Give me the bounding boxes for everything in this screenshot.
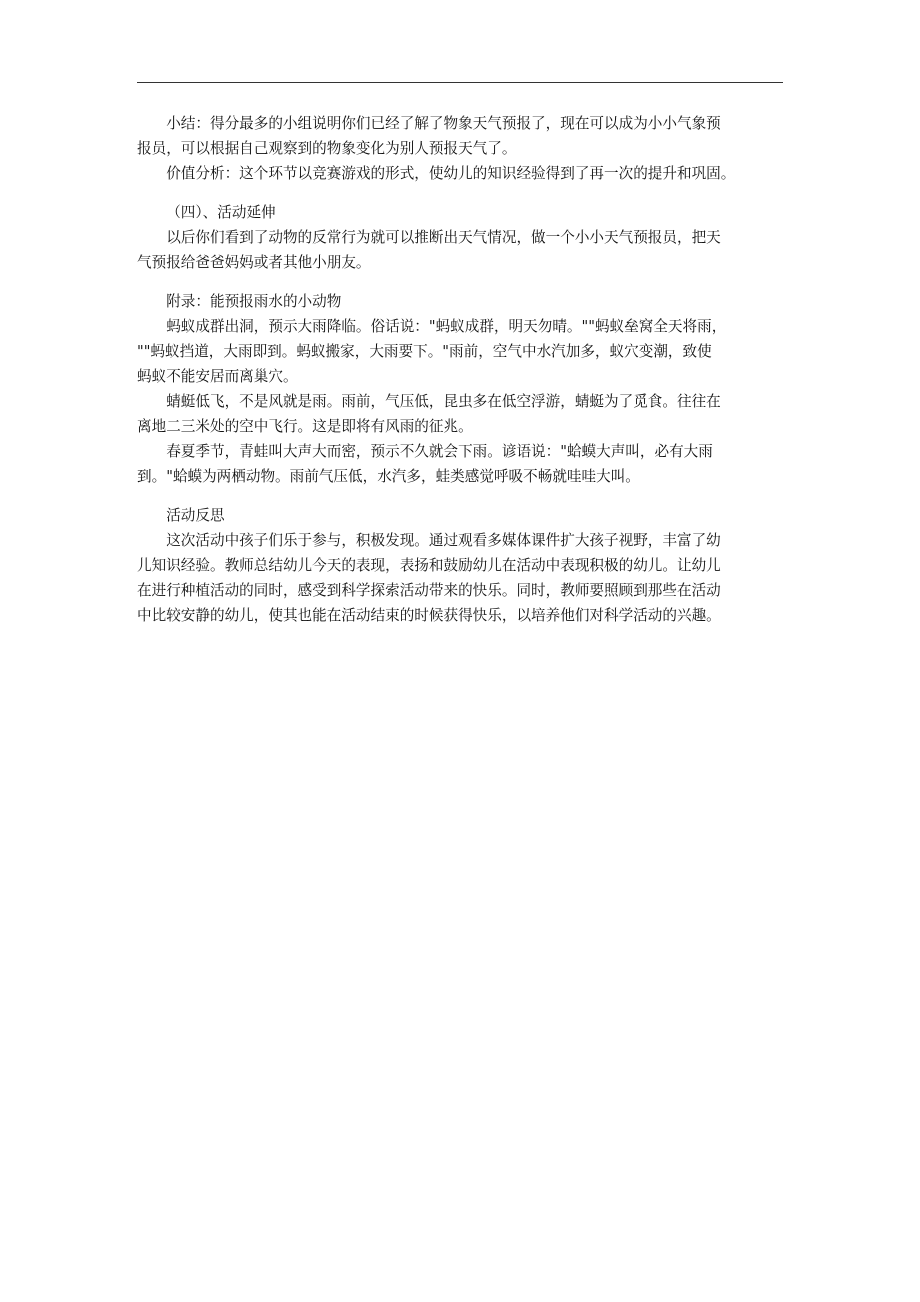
value-analysis-line: 价值分析：这个环节以竞赛游戏的形式，使幼儿的知识经验得到了再一次的提升和巩固。: [166, 165, 736, 182]
extension-line: 以后你们看到了动物的反常行为就可以推断出天气情况，做一个小小天气预报员，把天: [166, 229, 721, 246]
summary-section: [137, 111, 797, 186]
appendix-section: [137, 289, 797, 489]
appendix-heading: 附录：能预报雨水的小动物: [166, 293, 342, 310]
header-rule: [137, 82, 783, 83]
appendix-line: 离地二三米处的空中飞行。这是即将有风雨的征兆。: [137, 418, 473, 435]
appendix-line: 春夏季节，青蛙叫大声大而密，预示不久就会下雨。谚语说："蛤蟆大声叫，必有大雨: [166, 443, 713, 460]
extension-section: [137, 200, 797, 275]
reflection-line: 在进行种植活动的同时，感受到科学探索活动带来的快乐。同时，教师要照顾到那些在活动: [137, 582, 721, 599]
extension-heading: （四）、活动延伸: [166, 204, 276, 221]
reflection-heading: 活动反思: [166, 507, 225, 524]
document-body: [137, 111, 797, 628]
summary-line: 小结：得分最多的小组说明你们已经了解了物象天气预报了，现在可以成为小小气象预: [166, 115, 721, 132]
reflection-line: 中比较安静的幼儿，使其也能在活动结束的时候获得快乐，以培养他们对科学活动的兴趣。: [137, 607, 721, 624]
reflection-line: 这次活动中孩子们乐于参与，积极发现。通过观看多媒体课件扩大孩子视野，丰富了幼: [166, 532, 721, 549]
reflection-section: [137, 503, 797, 628]
appendix-line: ""蚂蚁挡道，大雨即到。蚂蚁搬家，大雨要下。"雨前，空气中水汽加多，蚁穴变潮，致使: [137, 343, 712, 360]
appendix-line: 蚂蚁不能安居而离巢穴。: [137, 368, 298, 385]
appendix-line: 到。"蛤蟆为两栖动物。雨前气压低，水汽多，蛙类感觉呼吸不畅就哇哇大叫。: [137, 468, 640, 485]
summary-line: 报员，可以根据自己观察到的物象变化为别人预报天气了。: [137, 140, 517, 157]
appendix-line: 蜻蜓低飞，不是风就是雨。雨前，气压低，昆虫多在低空浮游，蜻蜓为了觅食。往往在: [166, 393, 721, 410]
appendix-line: 蚂蚁成群出洞，预示大雨降临。俗话说："蚂蚁成群，明天勿晴。""蚂蚁垒窝全天将雨，: [166, 318, 727, 335]
reflection-line: 儿知识经验。教师总结幼儿今天的表现，表扬和鼓励幼儿在活动中表现积极的幼儿。让幼儿: [137, 557, 721, 574]
extension-line: 气预报给爸爸妈妈或者其他小朋友。: [137, 254, 371, 271]
